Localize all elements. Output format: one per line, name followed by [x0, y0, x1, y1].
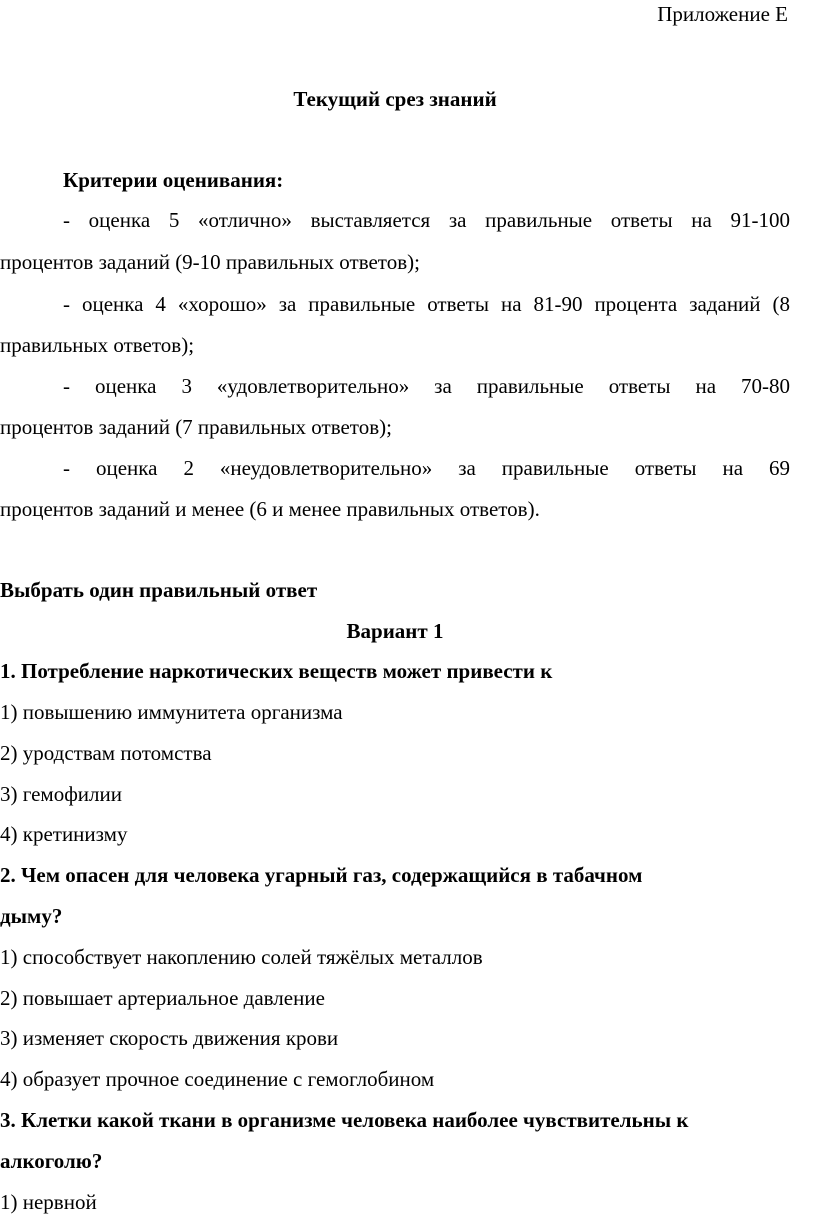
instruction: Выбрать один правильный ответ — [0, 578, 318, 602]
question-text-continued: алкоголю? — [0, 1149, 103, 1173]
answer-option: 4) образует прочное соединение с гемоглобином — [0, 1067, 435, 1091]
answer-option: 1) нервной — [0, 1190, 97, 1214]
answer-option: 1) способствует накоплению солей тяжёлых металлов — [0, 945, 483, 969]
criteria-item-5-line2: процентов заданий (9-10 правильных ответов); — [0, 250, 420, 274]
answer-option: 3) гемофилии — [0, 782, 122, 806]
criteria-item-2-line1: - оценка 2 «неудовлетворительно» за правильные ответы на 69 — [63, 456, 790, 480]
answer-option: 2) повышает артериальное давление — [0, 986, 325, 1010]
criteria-heading: Критерии оценивания: — [63, 168, 284, 192]
question-text: 2. Чем опасен для человека угарный газ, содержащийся в табачном — [0, 863, 643, 887]
criteria-item-4-line2: правильных ответов); — [0, 333, 195, 357]
answer-option: 4) кретинизму — [0, 822, 128, 846]
criteria-item-2-line2: процентов заданий и менее (6 и менее правильных ответов). — [0, 497, 540, 521]
question-text: 1. Потребление наркотических веществ может привести к — [0, 659, 553, 683]
criteria-item-5-line1: - оценка 5 «отлично» выставляется за правильные ответы на 91-100 — [63, 208, 790, 232]
variant-heading: Вариант 1 — [346, 619, 444, 643]
criteria-item-4-line1: - оценка 4 «хорошо» за правильные ответы на 81-90 процента заданий (8 — [63, 292, 790, 316]
criteria-item-3-line1: - оценка 3 «удовлетворительно» за правильные ответы на 70-80 — [63, 374, 790, 398]
appendix-label: Приложение Е — [657, 2, 788, 26]
answer-option: 3) изменяет скорость движения крови — [0, 1026, 339, 1050]
answer-option: 2) уродствам потомства — [0, 741, 212, 765]
criteria-item-3-line2: процентов заданий (7 правильных ответов); — [0, 415, 392, 439]
question-text: 3. Клетки какой ткани в организме человека наиболее чувствительны к — [0, 1108, 689, 1132]
page-title: Текущий срез знаний — [293, 87, 497, 111]
answer-option: 1) повышению иммунитета организма — [0, 700, 343, 724]
question-text-continued: дыму? — [0, 904, 63, 928]
